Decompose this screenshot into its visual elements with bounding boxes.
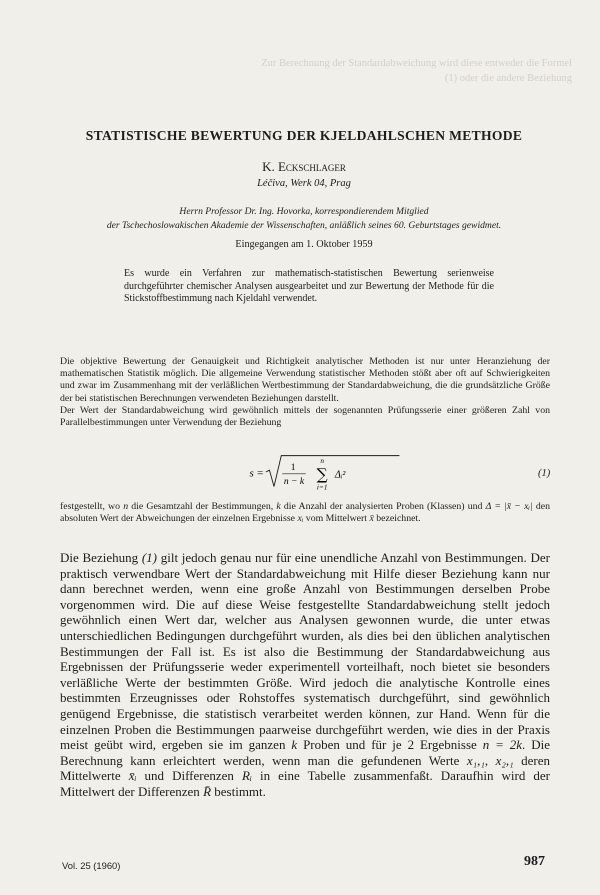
- bleed-through-line: Zur Berechnung der Standardabweichung wird diese entweder die Formel: [261, 58, 572, 69]
- formula-1: [54, 452, 554, 492]
- math-var: k: [276, 501, 281, 512]
- intro-text: [60, 356, 550, 429]
- math-var: k: [291, 737, 298, 753]
- page-number: 987: [524, 854, 545, 869]
- text-run: . Die Berechnung kann erleichtert werden, wenn man die gefundenen Werte: [60, 737, 550, 768]
- math-var: x₁,₁: [466, 752, 485, 768]
- abstract: Es wurde ein Verfahren zur mathematisch-statistischen Bewertung serienweise durchgeführter chemischer Analysen ausgearbeitet und zur Bewertung der Methode für die Stickstoffbestimmung nach Kjeldahl verwendet.: [124, 268, 494, 305]
- text-run: gilt jedoch genau nur für eine unendliche Anzahl von Bestimmungen. Der praktisch verwendbare Wert der Standardabweichung mit Hilfe dieser Beziehung kann nur dann berechnet werden, wenn eine große Anzahl von Bestimmungen derselben Probe vorgenommen wird. Die auf diese Weise festgestellte Standardabweichung stellt jedoch gewöhnlich einen Wert dar, welcher aus Analysen gewonnen wurde, die unter etwas unterschiedlichen Bedingungen durchgeführt wurden, als dies bei den üblichen analytischen Bestimmungen der Fall ist. Es ist also die Bestimmung der Standardabweichung aus Ergebnissen der Prüfungsserie weder experimentell vorteilhaft, noch bietet sie besonders verläßliche Werte der bestimmten Größe. Wird jedoch die analytische Kontrolle eines bestimmten Erzeugnisses oder Rohstoffes systematisch durchgeführt, sind gewöhnlich genügend Ergebnisse, die statistisch verarbeitet werden können, zur Hand. Wenn für die einzelnen Proben die Bestimmungen paarweise durchgeführt werden, wie dies in der Praxis meist geübt wird, ergeben sie im ganzen: [60, 550, 550, 753]
- sum-upper-limit: n: [320, 456, 325, 465]
- text-run: Proben und für je 2 Ergebnisse: [297, 737, 483, 753]
- author-name: K. Eckschlager: [262, 159, 346, 174]
- text-run: deren Mittelwerte: [60, 752, 551, 784]
- math-expression: Δ = |x̄ − xᵢ|: [485, 501, 533, 512]
- fraction-denominator: n − k: [283, 475, 305, 487]
- math-var: x₂,₁: [495, 752, 514, 768]
- math-var: x̄: [369, 513, 374, 525]
- intro-paragraph: Der Wert der Standardabweichung wird gewöhnlich mittels der sogenannten Prüfungsserie einer größeren Zahl von Parallelbestimmungen unter Verwendung der Beziehung: [60, 404, 550, 429]
- sum-lower-limit: i=1: [316, 483, 328, 492]
- text-run: in eine Tabelle zusammenfaßt. Daraufhin wird der Mittelwert der Differenzen: [60, 768, 550, 799]
- bleed-through-text: [32, 56, 572, 86]
- bleed-through-line: (1) oder die andere Beziehung: [444, 73, 572, 84]
- text-run: bestimmt.: [211, 783, 266, 799]
- received-date: Eingegangen am 1. Oktober 1959: [235, 239, 373, 250]
- text-run: die Gesamtzahl der Bestimmungen,: [128, 501, 277, 512]
- formula-lhs: s =: [249, 467, 264, 480]
- text-run: ,: [484, 752, 496, 768]
- math-var: Rᵢ: [241, 768, 252, 784]
- dedication: [34, 205, 574, 233]
- article-title: STATISTISCHE BEWERTUNG DER KJELDAHLSCHEN METHODE: [85, 128, 523, 143]
- text-run: vom Mittelwert: [303, 513, 370, 525]
- formula-explanation: [60, 501, 550, 525]
- text-run: die Anzahl der analysierten Proben (Klassen) und: [280, 501, 486, 512]
- summand: Δᵢ²: [334, 469, 346, 481]
- text-run: den absoluten Wert der Abweichungen der einzelnen Ergebnisse: [60, 501, 550, 525]
- fraction-numerator: 1: [290, 462, 296, 474]
- equation-reference: (1): [141, 550, 157, 565]
- math-expression: n = 2k: [482, 737, 523, 753]
- math-var: xᵢ: [297, 513, 304, 525]
- text-run: festgestellt, wo: [60, 501, 124, 512]
- volume-info: Vol. 25 (1960): [62, 860, 121, 871]
- text-run: Die Beziehung: [60, 550, 142, 565]
- equation-number: (1): [538, 468, 551, 479]
- math-var: x̄ᵢ: [128, 768, 137, 784]
- dedication-line: der Tschechoslowakischen Akademie der Wissenschaften, anläßlich seines 60. Geburtstages gewidmet.: [106, 220, 502, 231]
- math-var: R̄: [203, 783, 212, 799]
- intro-paragraph: Die objektive Bewertung der Genauigkeit und Richtigkeit analytischer Methoden ist nur unter Heranziehung der mathematischen Statistik möglich. Die allgemeine Verwendung statistischer Methoden stößt aber oft auf Schwierigkeiten und zwar im Zusammenhang mit der verläßlichen Wertbestimmung der Standardabweichung, die die grundsätzliche Größe der bei statistischen Berechnungen verwendeten Beziehungen darstellt.: [60, 356, 550, 404]
- main-paragraph: [60, 550, 550, 800]
- author-affiliation: Léčiva, Werk 04, Prag: [257, 178, 351, 189]
- math-var: n: [123, 501, 129, 512]
- sum-sign: ∑: [316, 465, 328, 484]
- text-run: und Differenzen: [136, 768, 242, 784]
- dedication-line: Herrn Professor Dr. Ing. Hovorka, korrespondierendem Mitglied: [179, 206, 429, 217]
- text-run: bezeichnet.: [373, 513, 421, 525]
